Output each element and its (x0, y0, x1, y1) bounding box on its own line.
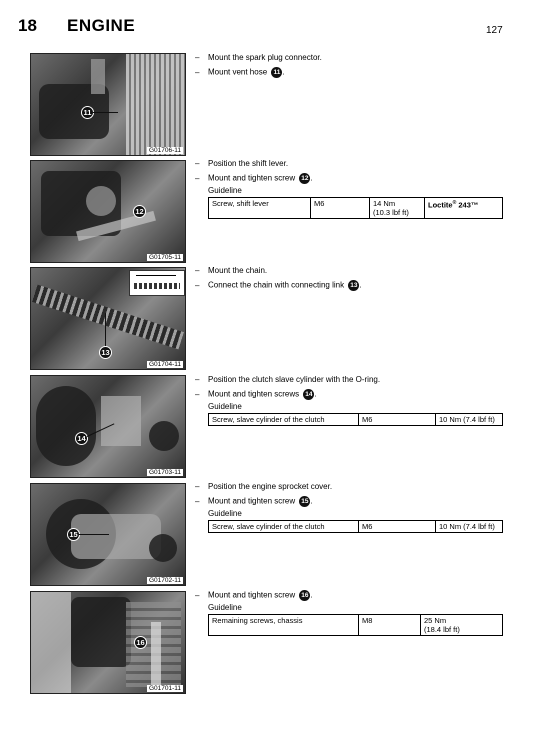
spec-thread: M6 (359, 521, 436, 533)
step: – Mount the spark plug connector. (195, 53, 322, 62)
spec-torque: 10 Nm (7.4 lbf ft) (436, 521, 503, 533)
spec-table (208, 520, 503, 533)
chapter-number: 18 (18, 16, 37, 35)
guideline-label: Guideline (208, 186, 242, 195)
spec-torque: 10 Nm (7.4 lbf ft) (436, 414, 503, 426)
spec-thread: M8 (359, 615, 421, 636)
ref-16: 16 (301, 592, 309, 599)
callout-11: 11 (81, 106, 94, 119)
spec-thread: M6 (311, 198, 370, 219)
photo-code: G01701-11 (148, 685, 181, 692)
ref-13: 13 (350, 282, 358, 289)
photo-sprocket-cover (30, 483, 186, 586)
inset-diagram (129, 270, 185, 296)
photo-chain (30, 267, 186, 370)
spec-loctite: Loctite® 243™ (425, 198, 503, 219)
step: – Connect the chain with connecting link 13 . (195, 280, 362, 290)
step: – Mount the chain. (195, 266, 268, 275)
ref-11: 11 (271, 67, 282, 78)
photo-clutch-slave-cylinder (30, 375, 186, 478)
spec-torque: 14 Nm (10.3 lbf ft) (370, 198, 425, 219)
photo-code: G01703-11 (148, 469, 181, 476)
step: – Mount and tighten screw 15 . (195, 496, 313, 506)
guideline-label: Guideline (208, 509, 242, 518)
step: – Mount and tighten screws 14 . (195, 389, 317, 399)
step: – Position the clutch slave cylinder with the O-ring. (195, 375, 381, 384)
photo-code: G01705-11 (148, 254, 181, 261)
spec-table (208, 614, 503, 636)
callout-13: 13 (99, 346, 112, 359)
step: – Mount and tighten screw 16 . (195, 590, 313, 600)
spec-item: Screw, slave cylinder of the clutch (209, 521, 359, 533)
spec-item: Screw, shift lever (209, 198, 311, 219)
spec-table (208, 197, 503, 219)
spec-item: Remaining screws, chassis (209, 615, 359, 636)
spec-item: Screw, slave cylinder of the clutch (209, 414, 359, 426)
photo-shift-lever (30, 160, 186, 263)
guideline-label: Guideline (208, 402, 242, 411)
photo-code: G01704-11 (148, 361, 181, 368)
photo-code: G01706-11 (148, 147, 181, 154)
callout-12: 12 (133, 205, 146, 218)
spec-torque: 25 Nm (18.4 lbf ft) (421, 615, 503, 636)
callout-15: 15 (67, 528, 80, 541)
spec-thread: M6 (359, 414, 436, 426)
ref-14: 14 (305, 391, 313, 398)
step: – Position the engine sprocket cover. (195, 482, 333, 491)
photo-code: G01702-11 (148, 577, 181, 584)
guideline-label: Guideline (208, 603, 242, 612)
ref-15: 15 (301, 498, 309, 505)
photo-spark-plug (30, 53, 186, 156)
step: – Mount and tighten screw 12 . (195, 173, 313, 183)
callout-14: 14 (75, 432, 88, 445)
spec-table (208, 413, 503, 426)
page-number: 127 (486, 25, 503, 36)
photo-chassis-screw (30, 591, 186, 694)
ref-12: 12 (301, 175, 309, 182)
step: – Mount vent hose 11 . (195, 67, 285, 77)
step: – Position the shift lever. (195, 159, 289, 168)
callout-16: 16 (134, 636, 147, 649)
chapter-title: ENGINE (67, 16, 136, 35)
